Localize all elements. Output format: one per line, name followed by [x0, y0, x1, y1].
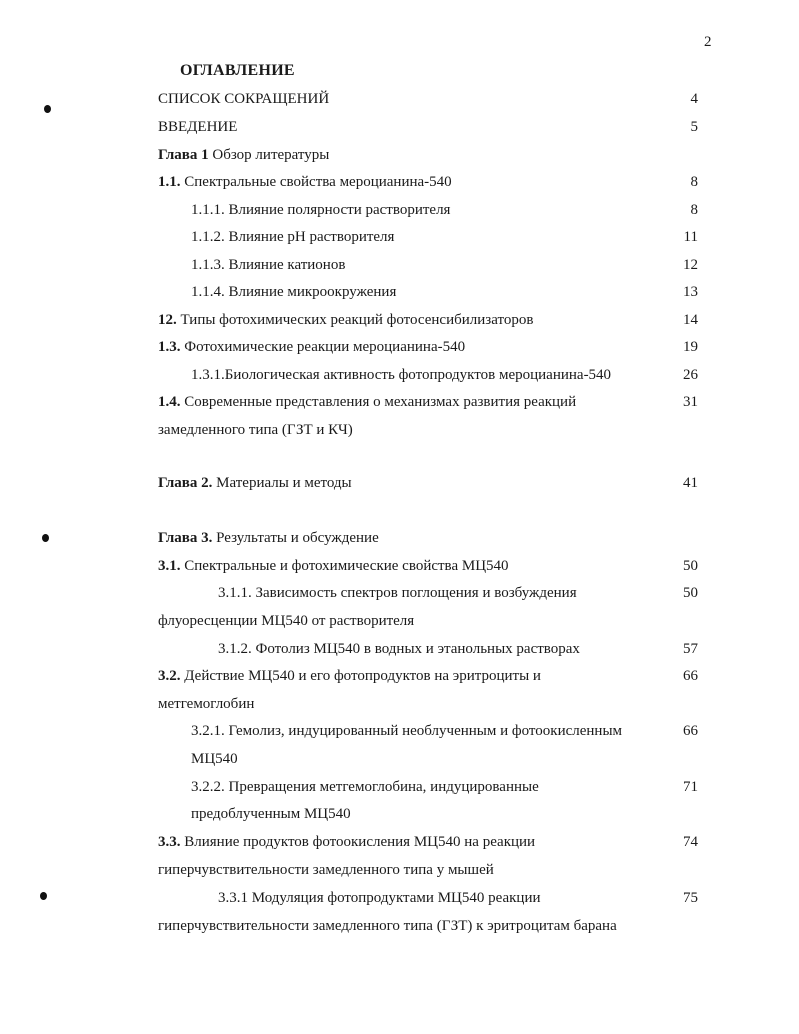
- toc-entry-page: 75: [683, 890, 698, 906]
- toc-entry-page: 5: [690, 119, 698, 135]
- toc-entry-text: 3.1.1. Зависимость спектров поглощения и возбуждения: [218, 585, 577, 601]
- toc-entry-text: 3.1.2. Фотолиз МЦ540 в водных и этанольных растворах: [218, 641, 580, 657]
- toc-entry-text: 3.2.1. Гемолиз, индуцированный необлученным и фотоокисленным: [191, 723, 623, 739]
- toc-entry-continuation: флуоресценции МЦ540 от растворителя: [158, 613, 415, 629]
- toc-entry-number: 3.2.: [158, 668, 181, 684]
- toc-entry-continuation: предоблученным МЦ540: [191, 806, 351, 822]
- toc-entry-page: 8: [690, 174, 698, 190]
- toc-entry-page: 13: [683, 284, 698, 300]
- toc-entry-page: 11: [683, 229, 698, 245]
- toc-entry-number: 1.1.: [158, 174, 181, 190]
- toc-entry-number: 3.3.: [158, 834, 181, 850]
- toc-entry-continuation: метгемоглобин: [158, 696, 255, 712]
- toc-entry-page: 31: [683, 394, 698, 410]
- toc-entry-number: Глава 3.: [158, 530, 213, 546]
- toc-entry-page: 41: [683, 475, 698, 491]
- toc-entry-number: 3.1.: [158, 558, 181, 574]
- toc-entry-text: Материалы и методы: [212, 475, 352, 491]
- binding-hole-mark: [42, 534, 49, 542]
- toc-entry-page: 19: [683, 339, 698, 355]
- toc-entry-page: 66: [683, 668, 698, 684]
- binding-hole-mark: [44, 105, 51, 113]
- toc-entry-page: 12: [683, 257, 698, 273]
- toc-entry-continuation: гиперчувствительности замедленного типа (ГЗТ) к эритроцитам барана: [158, 918, 617, 934]
- toc-entry-page: 8: [690, 202, 698, 218]
- toc-entry-text: 1.1.2. Влияние pH растворителя: [191, 229, 395, 245]
- toc-entry-page: 14: [683, 312, 698, 328]
- toc-entry-text: Современные представления о механизмах развития реакций: [180, 394, 577, 410]
- toc-entry-continuation: гиперчувствительности замедленного типа у мышей: [158, 862, 494, 878]
- toc-entry-page: 50: [683, 585, 698, 601]
- toc-entry-text: Типы фотохимических реакций фотосенсибилизаторов: [176, 312, 534, 328]
- toc-entry-continuation: МЦ540: [191, 751, 238, 767]
- toc-entry-text: 3.3.1 Модуляция фотопродуктами МЦ540 реакции: [218, 890, 541, 906]
- toc-entry-number: 12.: [158, 312, 177, 328]
- toc-entry-text: 1.3.1.Биологическая активность фотопродуктов мероцианина-540: [191, 367, 612, 383]
- toc-entry-text: 1.1.4. Влияние микроокружения: [191, 284, 397, 300]
- toc-entry-number: 1.4.: [158, 394, 181, 410]
- toc-entry-text: Спектральные свойства мероцианина-540: [180, 174, 452, 190]
- toc-entry-number: Глава 2.: [158, 475, 213, 491]
- toc-entry-continuation: замедленного типа (ГЗТ и КЧ): [158, 422, 353, 438]
- page-number: 2: [704, 34, 712, 50]
- toc-entry-text: 3.2.2. Превращения метгемоглобина, индуцированные: [191, 779, 539, 795]
- toc-entry-text: Влияние продуктов фотоокисления МЦ540 на реакции: [180, 834, 536, 850]
- toc-entry-text: СПИСОК СОКРАЩЕНИЙ: [158, 91, 330, 107]
- toc-entry-page: 71: [683, 779, 698, 795]
- toc-entry-text: Результаты и обсуждение: [212, 530, 379, 546]
- toc-entry-text: Спектральные и фотохимические свойства МЦ540: [180, 558, 509, 574]
- binding-hole-mark: [40, 892, 47, 900]
- toc-entry-page: 66: [683, 723, 698, 739]
- toc-entry-number: Глава 1: [158, 147, 209, 163]
- toc-entry-text: Фотохимические реакции мероцианина-540: [180, 339, 466, 355]
- toc-entry-text: Действие МЦ540 и его фотопродуктов на эритроциты и: [180, 668, 541, 684]
- toc-entry-text: Обзор литературы: [208, 147, 330, 163]
- toc-entry-page: 4: [690, 91, 698, 107]
- toc-entry-text: 1.1.1. Влияние полярности растворителя: [191, 202, 451, 218]
- toc-entry-page: 74: [683, 834, 698, 850]
- toc-entry-page: 50: [683, 558, 698, 574]
- toc-entry-text: ВВЕДЕНИЕ: [158, 119, 238, 135]
- toc-entry-page: 26: [683, 367, 698, 383]
- toc-entry-text: 1.1.3. Влияние катионов: [191, 257, 346, 273]
- toc-title: ОГЛАВЛЕНИЕ: [180, 62, 295, 79]
- toc-entry-page: 57: [683, 641, 698, 657]
- toc-entry-number: 1.3.: [158, 339, 181, 355]
